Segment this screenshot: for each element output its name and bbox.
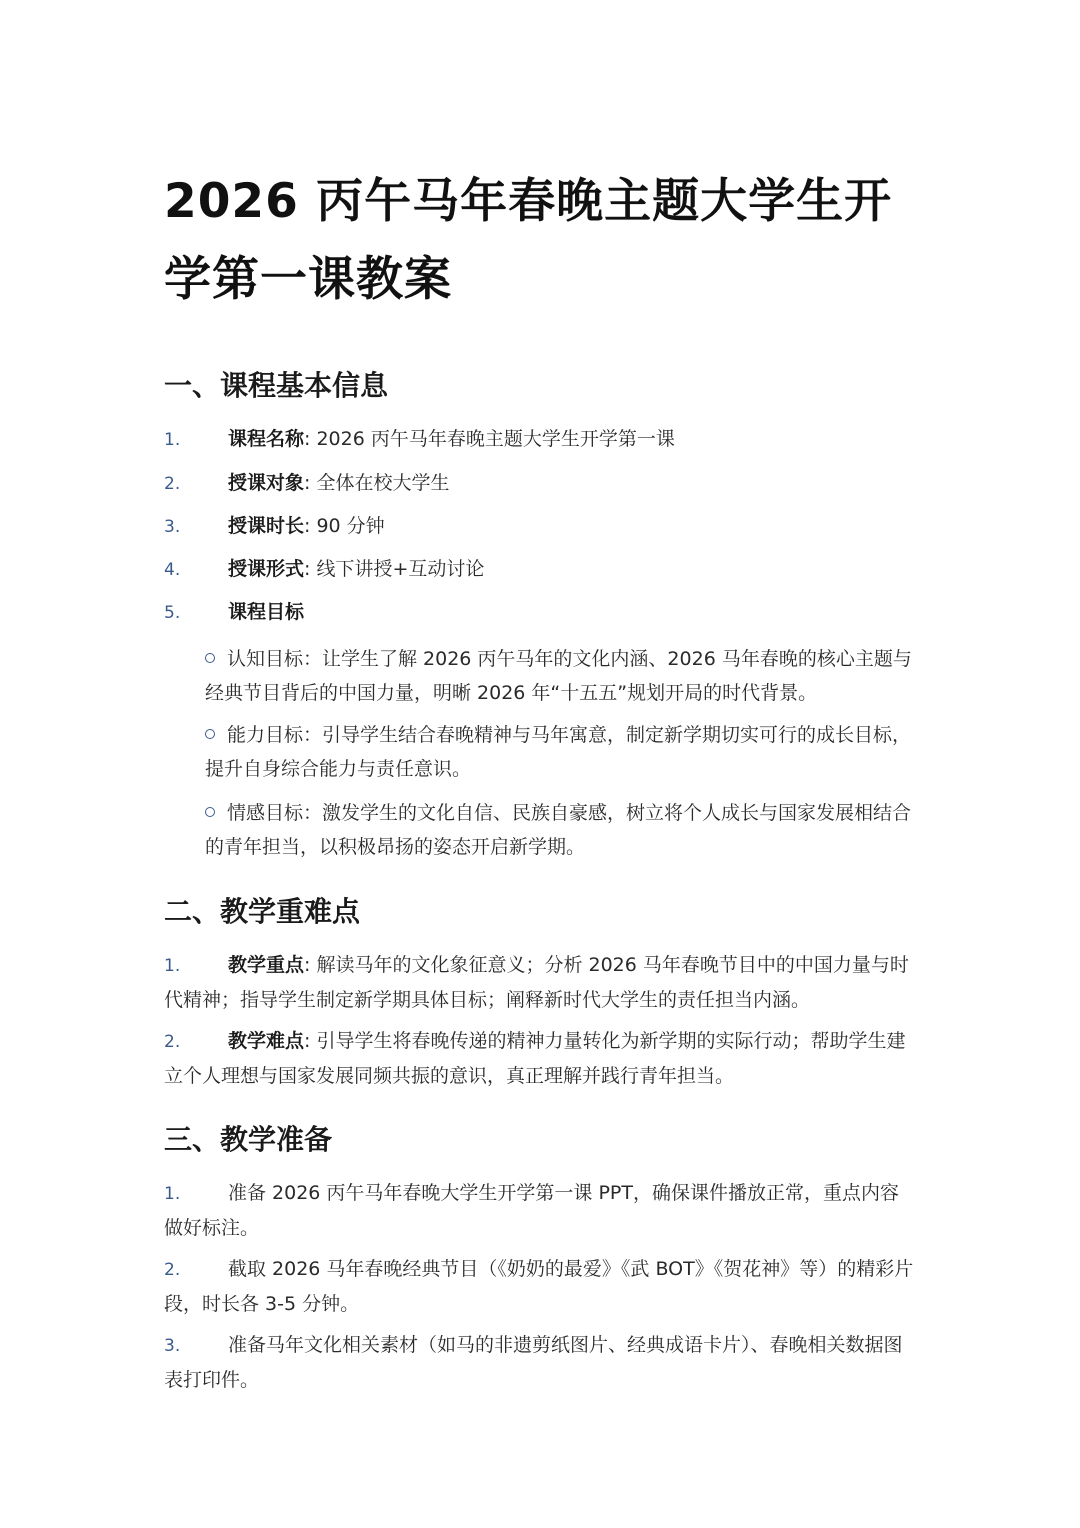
section-heading-key-points: 二、教学重难点 (164, 895, 361, 928)
item-label: 课程目标 (228, 601, 305, 623)
list-number: 1. (164, 430, 181, 450)
item-separator: : (304, 428, 317, 450)
section-heading-preparation: 三、教学准备 (164, 1123, 333, 1156)
list-number: 3. (164, 1336, 181, 1356)
bullet-circle-icon (205, 807, 215, 817)
item-text: 截取 2026 马年春晚经典节目（《奶奶的最爱》《武 BOT》《贺花神》等）的精彩片段，时长各 3-5 分钟。 (164, 1258, 914, 1315)
list-number: 2. (164, 1260, 181, 1280)
goal-text: 情感目标：激发学生的文化自信、民族自豪感，树立将个人成长与国家发展相结合的青年担当，以积极昂扬的姿态开启新学期。 (205, 802, 912, 858)
list-item (164, 948, 914, 1017)
list-number: 3. (164, 517, 181, 537)
list-number: 2. (164, 1032, 181, 1052)
item-label: 授课形式 (228, 558, 305, 580)
list-item (164, 1252, 914, 1321)
item-label: 课程名称 (228, 428, 305, 450)
item-label: 教学重点 (228, 954, 305, 976)
list-item (164, 1328, 914, 1397)
list-item (164, 466, 914, 501)
list-number: 2. (164, 474, 181, 494)
list-item (164, 509, 914, 544)
item-text: 2026 丙午马年春晚主题大学生开学第一课 (316, 428, 675, 450)
item-separator: : (304, 558, 317, 580)
goal-item (205, 796, 917, 864)
list-number: 1. (164, 1184, 181, 1204)
list-item (164, 422, 914, 457)
list-item (164, 552, 914, 587)
list-item (164, 595, 914, 630)
list-number: 1. (164, 956, 181, 976)
bullet-circle-icon (205, 729, 215, 739)
goal-item (205, 718, 917, 786)
item-text: 引导学生将春晚传递的精神力量转化为新学期的实际行动；帮助学生建立个人理想与国家发展同频共振的意识，真正理解并践行青年担当。 (164, 1030, 906, 1087)
item-separator: : (304, 472, 317, 494)
item-text: 准备 2026 丙午马年春晚大学生开学第一课 PPT，确保课件播放正常，重点内容做好标注。 (164, 1182, 899, 1239)
goal-text: 认知目标：让学生了解 2026 丙午马年的文化内涵、2026 马年春晚的核心主题与经典节目背后的中国力量，明晰 2026 年“十五五”规划开局的时代背景。 (205, 648, 912, 704)
item-text: 全体在校大学生 (316, 472, 450, 494)
list-number: 4. (164, 560, 181, 580)
section-heading-course-info: 一、课程基本信息 (164, 369, 389, 402)
list-number: 5. (164, 603, 181, 623)
bullet-circle-icon (205, 653, 215, 663)
item-separator: : (304, 1030, 317, 1052)
goal-text: 能力目标：引导学生结合春晚精神与马年寓意，制定新学期切实可行的成长目标，提升自身综合能力与责任意识。 (205, 724, 912, 780)
document-title: 2026 丙午马年春晚主题大学生开学第一课教案 (164, 174, 893, 307)
item-label: 授课对象 (228, 472, 305, 494)
item-text: 90 分钟 (316, 515, 385, 537)
list-item (164, 1024, 914, 1093)
goal-item (205, 642, 917, 710)
item-separator: : (304, 954, 317, 976)
item-text: 解读马年的文化象征意义；分析 2026 马年春晚节目中的中国力量与时代精神；指导学生制定新学期具体目标；阐释新时代大学生的责任担当内涵。 (164, 954, 909, 1011)
item-text: 准备马年文化相关素材（如马的非遗剪纸图片、经典成语卡片）、春晚相关数据图表打印件。 (164, 1334, 903, 1391)
item-label: 教学难点 (228, 1030, 305, 1052)
list-item (164, 1176, 914, 1245)
item-label: 授课时长 (228, 515, 305, 537)
item-separator: : (304, 515, 317, 537)
item-text: 线下讲授+互动讨论 (316, 558, 485, 580)
